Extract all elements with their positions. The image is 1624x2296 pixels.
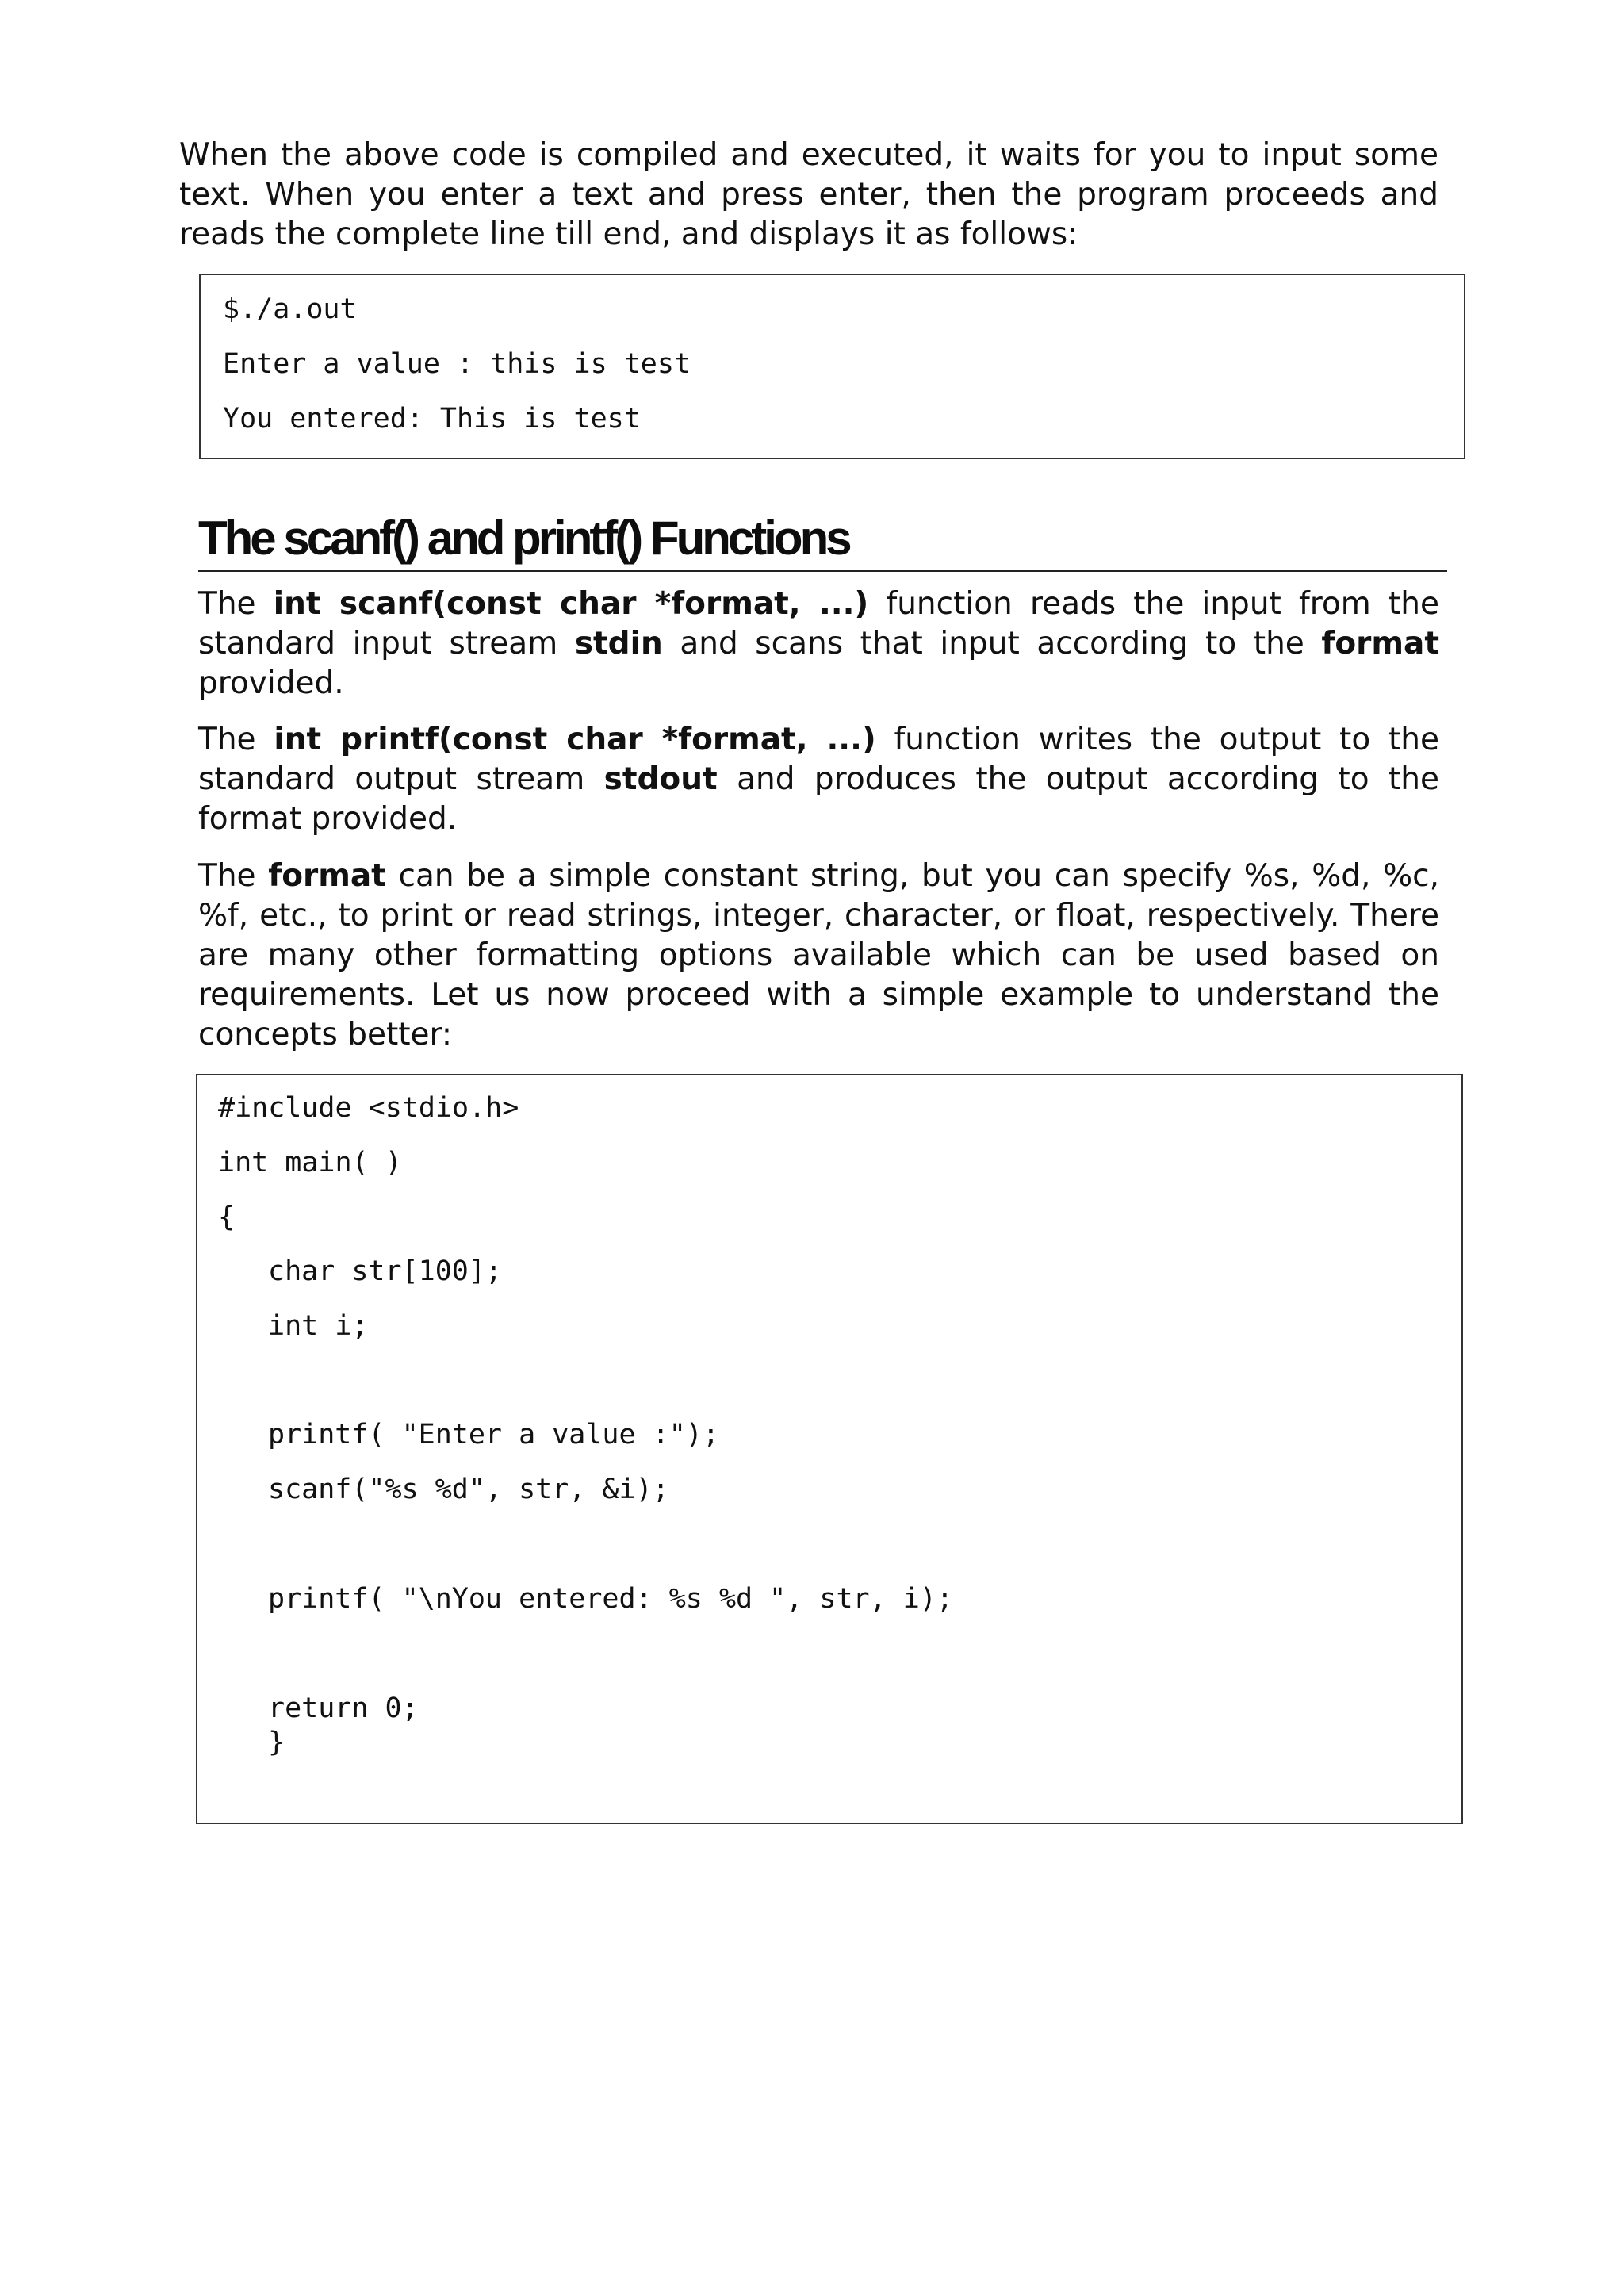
- program-output-box: [199, 274, 1465, 459]
- code-line-open-brace: {: [218, 1202, 236, 1233]
- code-line-int-decl: int i;: [268, 1310, 369, 1342]
- scanf-text-3: and scans that input according to the: [662, 626, 1322, 661]
- printf-paragraph: [198, 720, 1439, 839]
- section-heading: The scanf() and printf() Functions: [198, 512, 849, 565]
- code-line-scanf: scanf("%s %d", str, &i);: [268, 1474, 669, 1505]
- output-line-2: Enter a value : this is test: [223, 348, 691, 380]
- format-text-1: The: [198, 858, 269, 894]
- stdout-term: stdout: [603, 761, 718, 797]
- output-line-3: You entered: This is test: [223, 403, 641, 435]
- code-line-printf-prompt: printf( "Enter a value :");: [268, 1419, 719, 1451]
- heading-underline: [198, 570, 1447, 572]
- intro-paragraph: When the above code is compiled and executed, it waits for you to input some text. When you enter a text and press enter, then the program proceeds and reads the complete line till end, and displays it as follows:: [179, 137, 1438, 252]
- printf-text-3: and produces the output according to the format provided.: [198, 761, 1440, 837]
- printf-text-2: function writes the output to the standard output stream: [198, 722, 1439, 797]
- stdin-term: stdin: [574, 626, 663, 661]
- source-code-box: [196, 1074, 1463, 1824]
- code-line-main: int main( ): [218, 1147, 402, 1179]
- format-keyword: format: [268, 858, 386, 894]
- printf-signature: int printf(const char *format, ...): [274, 722, 876, 757]
- scanf-text-1: The: [198, 586, 274, 622]
- output-line-1: $./a.out: [223, 293, 357, 325]
- scanf-text-2: function reads the input from the standard input stream: [198, 586, 1439, 661]
- code-line-include: #include <stdio.h>: [218, 1092, 519, 1124]
- code-line-char-decl: char str[100];: [268, 1255, 503, 1287]
- printf-text-1: The: [198, 722, 274, 757]
- format-paragraph: [198, 857, 1439, 1055]
- code-line-close-brace: }: [268, 1727, 285, 1758]
- code-line-printf-result: printf( "\nYou entered: %s %d ", str, i);: [268, 1583, 953, 1615]
- scanf-signature: int scanf(const char *format, ...): [273, 586, 869, 622]
- code-line-return: return 0;: [268, 1692, 419, 1724]
- scanf-paragraph: [198, 585, 1439, 703]
- format-term: format: [1321, 626, 1439, 661]
- format-text-2: can be a simple constant string, but you can specify %s, %d, %c, %f, etc., to print or read strings, integer, character, or float, respectively. There are many other formatting options available which can be used based on requirements. Let us now proceed with a simple example to understand the concepts better:: [198, 858, 1439, 1052]
- scanf-text-4: provided.: [198, 665, 344, 701]
